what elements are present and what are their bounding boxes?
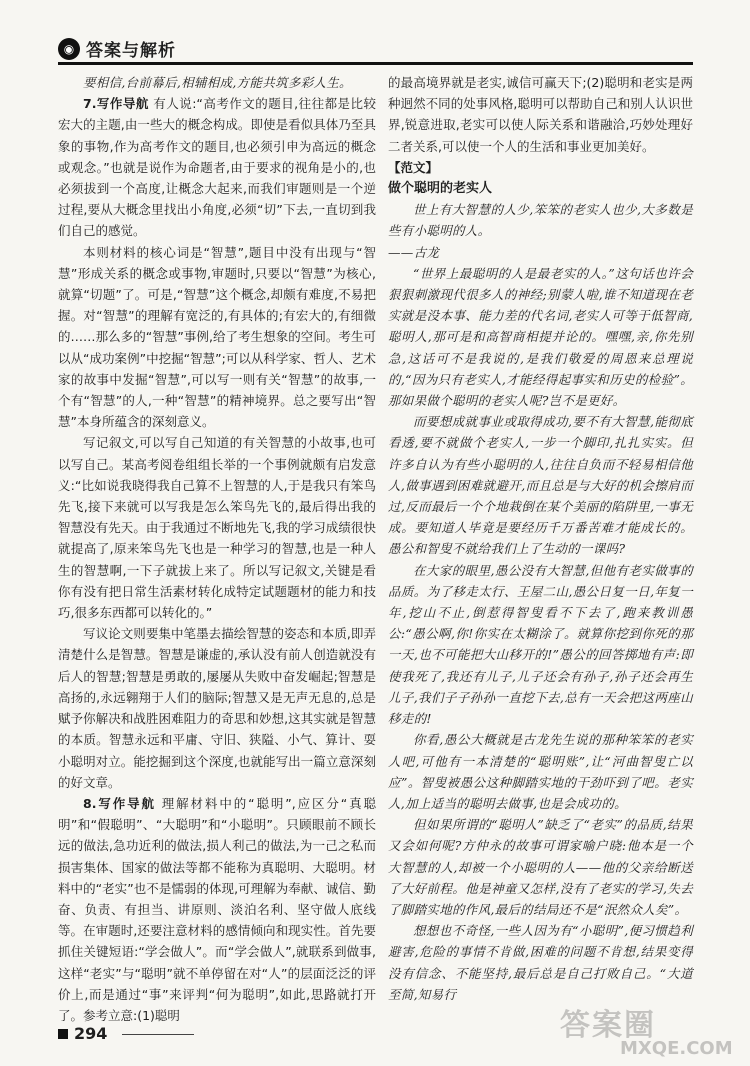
essay-paragraph: “世界上最聪明的人是最老实的人。”这句话也许会狠狠刺激现代很多人的神经;别蒙人啦,谁不知道现在老实就是没本事、能力差的代名词,老实人可等于低智商,聪明人,那可是和高智商相提并论的。嘿嘿,亲,你先别急,这话可不是我说的,是我们敬爱的周恩来总理说的,“因为只有老实人,才能经得起事实和历史的检验”。那如果做个聪明的老实人呢?岂不是更好。: [388, 265, 693, 409]
continued-line: 要相信,台前幕后,相辅相成,方能共筑多彩人生。: [83, 75, 352, 90]
book-logo-icon: ◉: [58, 38, 80, 60]
item-8-label: 8.写作导航: [83, 795, 156, 811]
essay-paragraph: 想想也不奇怪,一些人因为有“小聪明”,便习惯趋利避害,危险的事情不肯做,困难的问题不肯想,结果变得没有信念、不能坚持,最后总是自己打败自己。“大道至简,知易行: [388, 923, 693, 1002]
section-title: 答案与解析: [86, 41, 176, 61]
right-column: [388, 72, 693, 1005]
essay-paragraph: 在大家的眼里,愚公没有大智慧,但他有老实做事的品质。为了移走太行、王屋二山,愚公日复一日,年复一年,挖山不止,倒惹得智叟看不下去了,跑来教训愚公:“愚公啊,你!你实在太糊涂了。就算你挖到你死的那一天,也不可能把大山移开的!”愚公的回答掷地有声:即使我死了,我还有儿子,儿子还会有孙子,孙子还会再生儿子,我们子子孙孙一直挖下去,总有一天会把这两座山移走的!: [388, 562, 693, 727]
footer-rule: [122, 1034, 194, 1035]
watermark-text: 答案圈: [560, 1008, 656, 1043]
item-8: [58, 793, 376, 1026]
header-rule: [58, 62, 693, 65]
essay-paragraph: 你看,愚公大概就是古龙先生说的那种笨笨的老实人吧,可他有一本清楚的“聪明账”,让“河曲智叟亡以应”。智叟被愚公这种脚踏实地的干劲吓到了吧。老实人,加上适当的聪明去做事,也是会成功的。: [388, 732, 693, 811]
epigraph-author: ——古龙: [388, 244, 440, 260]
essay-paragraph: 但如果所谓的“聪明人”缺乏了“老实”的品质,结果又会如何呢?方仲永的故事可谓家喻户晓:他本是一个大智慧的人,却被一个小聪明的人——他的父亲给断送了大好前程。他是神童又怎样,没有了老实的学习,失去了脚踏实地的作风,最后的结局还不是“泯然众人矣”。: [388, 817, 693, 917]
item-8-text: 理解材料中的“聪明”,应区分“真聪明”和“假聪明”、“大聪明”和“小聪明”。只顾眼前不顾长远的做法,急功近利的做法,损人利己的做法,为一己之私而损害集体、国家的做法等都不能称为真聪明、大聪明。材料中的“老实”也不是懦弱的体现,可理解为奉献、诚信、勤奋、负责、有担当、讲原则、淡泊名利、坚守做人底线等。在审题时,还要注意材料的感情倾向和现实性。首先要抓住关键短语:“学会做人”。而“学会做人”,就联系到做事,这样“老实”与“聪明”就不单停留在对“人”的层面泛泛的评价上,而是通过“事”来评判“何为聪明”,如此,思路就打开了。参考立意:(1)聪明: [58, 795, 376, 1023]
essay-paragraph: 而要想成就事业或取得成功,要不有大智慧,能彻底看透,要不就做个老实人,一步一个脚印,扎扎实实。但许多自认为有些小聪明的人,往往自负而不轻易相信他人,做事遇到困难就避开,而且总是与大好的机会擦肩而过,反而最后一个个地栽倒在某个美丽的陷阱里,一事无成。要知道人毕竟是要经历千万番苦难才能成长的。愚公和智叟不就给我们上了生动的一课吗?: [388, 414, 693, 557]
square-bullet-icon: [58, 1029, 68, 1039]
paragraph: 写议论文则要集中笔墨去描绘智慧的姿态和本质,即弄清楚什么是智慧。智慧是谦虚的,承认没有前人创造就没有后人的智慧;智慧是勇敢的,屡屡从失败中奋发崛起;智慧是高扬的,永远翱翔于人们的脑际;智慧又是无声无息的,总是赋予你解决和战胜困难阻力的奇思和妙想,这其实就是智慧的本质。智慧永远和平庸、守旧、狭隘、小气、算计、耍小聪明对立。能挖掘到这个深度,也就能写出一篇立意深刻的好文章。: [58, 626, 376, 790]
model-essay-label: 【范文】: [388, 159, 439, 175]
epigraph: 世上有大智慧的人少,笨笨的老实人也少,大多数是些有小聪明的人。: [388, 202, 693, 239]
item-7-text: 有人说:“高考作文的题目,往往都是比较宏大的主题,由一些大的概念构成。即使是看似具体乃至具象的事物,作为高考作文的题目,也必须引申为高远的概念或观念。”也就是说作为命题者,由于要求的视角是小的,也必须拔到一个高度,让概念大起来,而我们审题则是一个逆过程,要从大概念里找出小角度,必须“切”下去,一直切到我们自己的感觉。: [58, 96, 376, 239]
page-number: 294: [74, 1024, 108, 1043]
paragraph: 的最高境界就是老实,诚信可赢天下;(2)聪明和老实是两种迥然不同的处事风格,聪明可以帮助自己和别人认识世界,锐意进取,老实可以使人际关系和谐融洽,巧妙处理好二者关系,可以使一个人的生活和事业更加美好。: [388, 75, 693, 154]
item-7: [58, 93, 376, 241]
paragraph: 写记叙文,可以写自己知道的有关智慧的小故事,也可以写自己。某高考阅卷组组长举的一个事例就颇有启发意义:“比如说我晓得我自己算不上智慧的人,于是我只有笨鸟先飞,接下来就可以写我是怎么笨鸟先飞的,最后得出我的智慧没有先天。由于我通过不断地先飞,我的学习成绩很快就提高了,原来笨鸟先飞也是一种学习的智慧,也是一种人生的智慧啊,一下子就拔上来了。所以写记叙文,关键是看你有没有把日常生活素材转化成特定试题题材的能力和技巧,很多东西都可以转化的。”: [58, 435, 376, 621]
item-7-label: 7.写作导航: [83, 96, 149, 112]
watermark: [560, 1000, 740, 1060]
paragraph: 本则材料的核心词是“智慧”,题目中没有出现与“智慧”形成关系的概念或事物,审题时,只要以“智慧”为核心,就算“切题”了。可是,“智慧”这个概念,却颇有难度,不易把握。对“智慧”的理解有宽泛的,有具体的;有宏大的,有细微的……那么多的“智慧”事例,给了考生想象的空间。考生可以从“成功案例”中挖掘“智慧”;可以从科学家、哲人、艺术家的故事中发掘“智慧”,可以写一则有关“智慧”的故事,一个有“智慧”的人,一种“智慧”的精神境界。总之要写出“智慧”本身所蕴含的深刻意义。: [58, 244, 376, 430]
watermark-url: MXQE.COM: [620, 1038, 733, 1059]
essay-title: 做个聪明的老实人: [388, 181, 493, 197]
left-column: [58, 72, 376, 1026]
page-header: [0, 0, 750, 64]
